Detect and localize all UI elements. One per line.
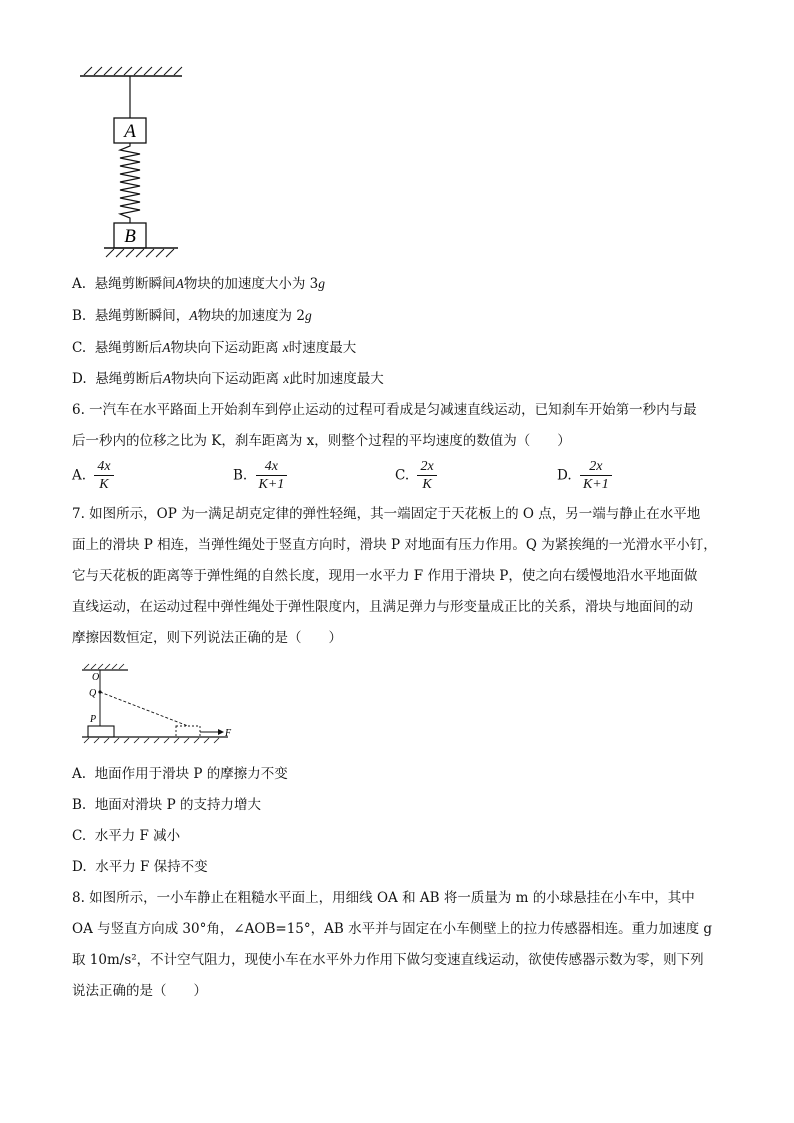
label-q: Q	[89, 688, 97, 699]
q6-option-d: D. $\frac{2x}{K+1}$	[557, 458, 616, 493]
q8-stem-line-3: 取 10m/s²，不计空气阻力，现使小车在水平外力作用下做匀变速直线运动，欲使传感器示数为零，则下列	[72, 952, 704, 968]
q5-option-a: A. 悬绳剪断瞬间A物块的加速度大小为 3g	[72, 276, 326, 292]
label-o: O	[92, 672, 100, 683]
q7-stem-line-4: 直线运动，在运动过程中弹性绳处于弹性限度内，且满足弹力与形变量成正比的关系，滑块与地面间的动	[72, 599, 693, 615]
q6-stem-line-2: 后一秒内的位移之比为 K，刹车距离为 x，则整个过程的平均速度的数值为（ ）	[72, 433, 571, 449]
q6-option-c: C. $\frac{2x}{K}$	[395, 458, 441, 493]
q7-option-c: C. 水平力 F 减小	[72, 828, 181, 844]
q7-stem-line-3: 它与天花板的距离等于弹性绳的自然长度，现用一水平力 F 作用于滑块 P，使之向右缓慢地沿水平地面做	[72, 568, 698, 584]
q6-stem-line-1: 6. 一汽车在水平路面上开始刹车到停止运动的过程可看成是匀减速直线运动，已知刹车开始第一秒内与最	[72, 402, 697, 418]
q7-option-d: D. 水平力 F 保持不变	[72, 859, 208, 875]
q7-stem-line-5: 摩擦因数恒定，则下列说法正确的是（ ）	[72, 630, 342, 646]
label-b: B	[124, 226, 136, 247]
label-p: P	[90, 714, 97, 725]
elastic-rope-figure	[78, 660, 238, 746]
q7-stem-line-1: 7. 如图所示，OP 为一满足胡克定律的弹性轻绳，其一端固定于天花板上的 O 点，另一端与静止在水平地	[72, 506, 701, 522]
q8-stem-line-1: 8. 如图所示，一小车静止在粗糙水平面上，用细线 OA 和 AB 将一质量为 m 的小球悬挂在小车中，其中	[72, 890, 695, 906]
spring-figure	[76, 64, 186, 264]
label-a: A	[124, 121, 136, 142]
q7-stem-line-2: 面上的滑块 P 相连，当弹性绳处于竖直方向时，滑块 P 对地面有压力作用。Q 为紧挨绳的一光滑水平小钉，	[72, 537, 717, 553]
q8-stem-line-2: OA 与竖直方向成 30°角，∠AOB=15°，AB 水平并与固定在小车侧壁上的拉力传感器相连。重力加速度 g	[72, 921, 713, 937]
q5-option-d: D. 悬绳剪断后A物块向下运动距离 x此时加速度最大	[72, 371, 384, 387]
q8-stem-line-4: 说法正确的是（ ）	[72, 983, 207, 999]
q6-option-a: A. $\frac{4x}{K}$	[72, 458, 118, 493]
q6-option-b: B. $\frac{4x}{K+1}$	[233, 458, 291, 493]
label-f: F	[225, 728, 232, 739]
q7-option-b: B. 地面对滑块 P 的支持力增大	[72, 797, 261, 813]
q7-option-a: A. 地面作用于滑块 P 的摩擦力不变	[72, 766, 288, 782]
q5-option-b: B. 悬绳剪断瞬间，A物块的加速度为 2g	[72, 308, 312, 324]
q5-option-c: C. 悬绳剪断后A物块向下运动距离 x时速度最大	[72, 340, 357, 356]
